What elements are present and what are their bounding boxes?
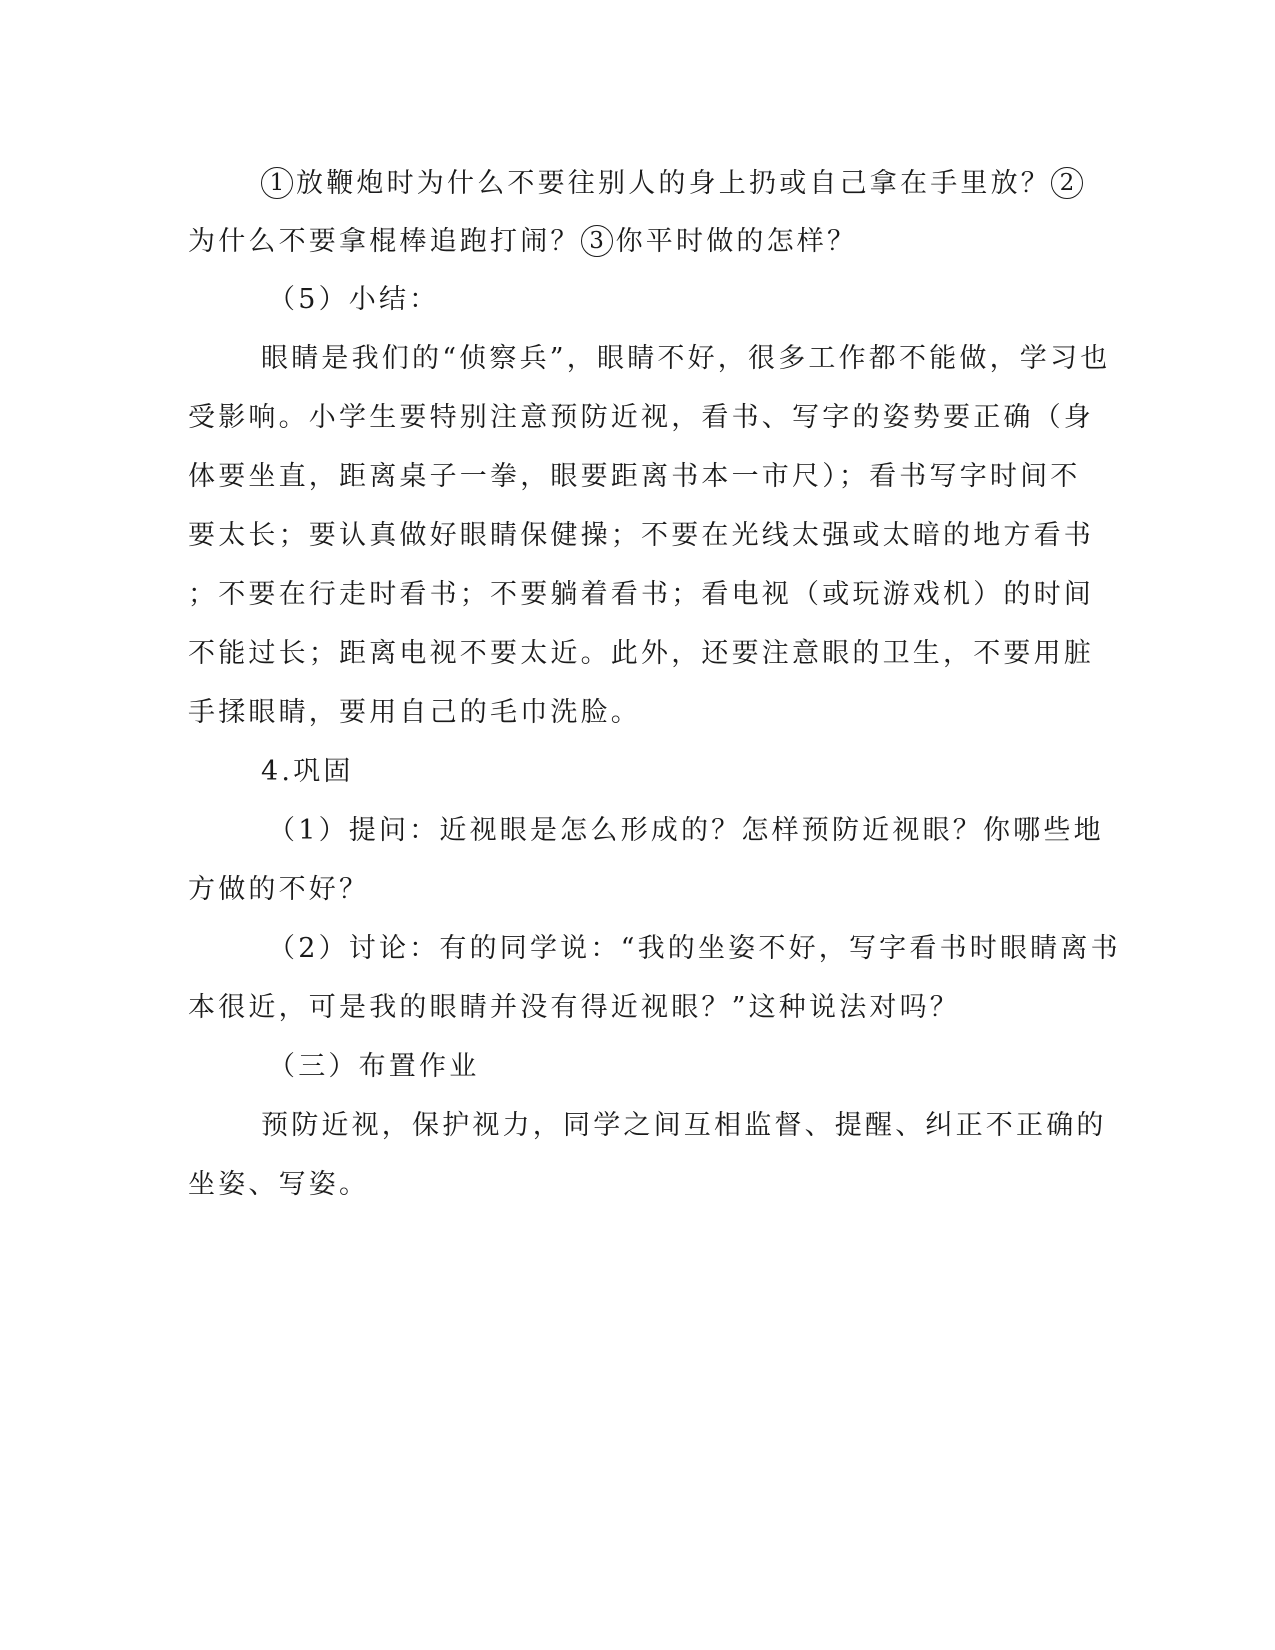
circled-number-3: 3 xyxy=(581,225,613,257)
question-ask-line-2: 方做的不好？ xyxy=(188,874,370,905)
question-ask-line-1: （1）提问：近视眼是怎么形成的？怎样预防近视眼？你哪些地 xyxy=(268,815,1104,846)
homework-line-1: 预防近视，保护视力，同学之间互相监督、提醒、纠正不正确的 xyxy=(261,1110,1107,1141)
discussion-line-1: （2）讨论：有的同学说：“我的坐姿不好，写字看书时眼睛离书 xyxy=(268,933,1121,964)
circled-number-1: 1 xyxy=(261,167,293,199)
heading-homework: （三）布置作业 xyxy=(268,1051,480,1082)
summary-line-6: 不能过长；距离电视不要太近。此外，还要注意眼的卫生，不要用脏 xyxy=(188,638,1094,669)
summary-line-5: ；不要在行走时看书；不要躺着看书；看电视（或玩游戏机）的时间 xyxy=(188,579,1094,610)
question-line-2 xyxy=(188,222,857,262)
summary-line-7: 手揉眼睛，要用自己的毛巾洗脸。 xyxy=(188,697,641,728)
summary-line-4: 要太长；要认真做好眼睛保健操；不要在光线太强或太暗的地方看书 xyxy=(188,520,1094,551)
discussion-line-2: 本很近，可是我的眼睛并没有得近视眼？”这种说法对吗？ xyxy=(188,992,961,1023)
summary-line-1: 眼睛是我们的“侦察兵”，眼睛不好，很多工作都不能做，学习也 xyxy=(261,343,1111,374)
circled-number-2: 2 xyxy=(1051,167,1083,199)
homework-line-2: 坐姿、写姿。 xyxy=(188,1169,370,1200)
heading-consolidate: 4.巩固 xyxy=(261,756,354,787)
question-text-2: 为什么不要拿棍棒追跑打闹？ xyxy=(188,226,581,257)
summary-line-2: 受影响。小学生要特别注意预防近视，看书、写字的姿势要正确（身 xyxy=(188,402,1094,433)
question-text-3: 你平时做的怎样？ xyxy=(615,226,858,257)
question-line-1 xyxy=(261,164,1086,204)
subheading-summary: （5）小结： xyxy=(268,284,440,315)
question-text-1: 放鞭炮时为什么不要往别人的身上扔或自己拿在手里放？ xyxy=(296,168,1051,199)
summary-line-3: 体要坐直，距离桌子一拳，眼要距离书本一市尺）；看书写字时间不 xyxy=(188,461,1081,492)
